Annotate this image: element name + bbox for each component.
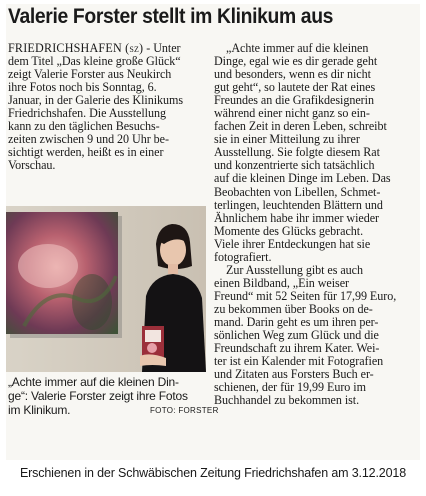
article-line: Dinge, egal wie es dir gerade geht [214, 54, 378, 69]
right-column [214, 42, 420, 407]
article-line: und besonders, wenn es dir nicht [214, 67, 371, 82]
article-line: Vorschau. [8, 158, 56, 173]
left-column [8, 42, 202, 172]
article-line: und Zitaten aus Forsters Buch er- [214, 367, 374, 382]
article-line: fachen Zeit in deren Leben, schreibt [214, 119, 387, 134]
photo-illustration [6, 206, 206, 372]
article-line: zu bekommen über Books on de- [214, 301, 373, 316]
article-line: Viele ihrer Entdeckungen hat sie [214, 236, 371, 251]
article-line: Freund“ mit 52 Seiten für 17,99 Euro, [214, 288, 397, 303]
article-line: Momente des Glücks gebracht. [214, 223, 364, 238]
article-line: terlingen, leuchtenden Blättern und [214, 197, 383, 212]
article-line: und konzentrierte sich tatsächlich [214, 158, 375, 173]
article-line: zeiten zwischen 9 und 20 Uhr be- [8, 132, 169, 147]
article-line: Freundschaft zu ihrem Kater. Wei- [214, 341, 380, 356]
article-line: auf die kleinen Dinge im Leben. Das [214, 171, 391, 186]
article-line: Buchhandel zu bekommen ist. [214, 393, 360, 408]
article-line: „Achte immer auf die kleinen [226, 41, 369, 55]
article-line: Beobachten von Libellen, Schmet- [214, 184, 381, 199]
article-line: Ähnlichem habe ihr immer wieder [214, 210, 380, 225]
article-line: mand. Darin geht es um ihren per- [214, 314, 379, 329]
article-line: während einer nicht ganz so ein- [214, 106, 370, 121]
article-photo [6, 206, 206, 372]
article-line: sichtigt werden, heißt es in einer [8, 145, 164, 160]
article-line: sönlichen Weg zum Glück und die [214, 328, 379, 343]
photo-credit: FOTO: FORSTER [150, 406, 219, 415]
article-line: Zur Ausstellung gibt es auch [226, 262, 363, 277]
article-line: gut geht“, so lautete der Rat eines [214, 80, 376, 95]
dateline: FRIEDRICHSHAFEN (sz) [8, 41, 144, 55]
article-line: sie in einer Mitteilung zu ihrer [214, 132, 360, 147]
article-line: kann zu den täglichen Besuchs- [8, 119, 160, 134]
article-line: einen Bildband, „Ein weiser [214, 275, 350, 290]
article-line: zeigt Valerie Forster aus Neukirch [8, 67, 172, 82]
article-line: Freundes an die Grafikdesignerin [214, 93, 374, 108]
article-line: fotografiert. [214, 249, 272, 264]
caption-line: ge“: Valerie Forster zeigt ihre Fotos [8, 388, 188, 403]
article-line: ter ist ein Kalender mit Fotografien [214, 354, 384, 369]
article-line: Ausstellung. Sie folgte diesem Rat [214, 145, 380, 160]
article-line: dem Titel „Das kleine große Glück“ [8, 54, 181, 69]
article-line: Friedrichshafen. Die Ausstellung [8, 106, 166, 121]
caption-line: „Achte immer auf die kleinen Din- [8, 375, 179, 389]
article-line: Januar, in der Galerie des Klinikums [8, 93, 184, 108]
article-line: ihre Fotos noch bis Sonntag, 6. [8, 80, 157, 95]
caption-line: im Klinikum. [8, 402, 71, 417]
headline: Valerie Forster stellt im Klinikum aus [8, 4, 334, 28]
article-line: schienen, der für 19,99 Euro im [214, 380, 366, 395]
publication-footer: Erschienen in der Schwäbischen Zeitung Friedrichshafen am 3.12.2018 [19, 466, 406, 480]
lead-fragment: - Unter [146, 41, 181, 55]
